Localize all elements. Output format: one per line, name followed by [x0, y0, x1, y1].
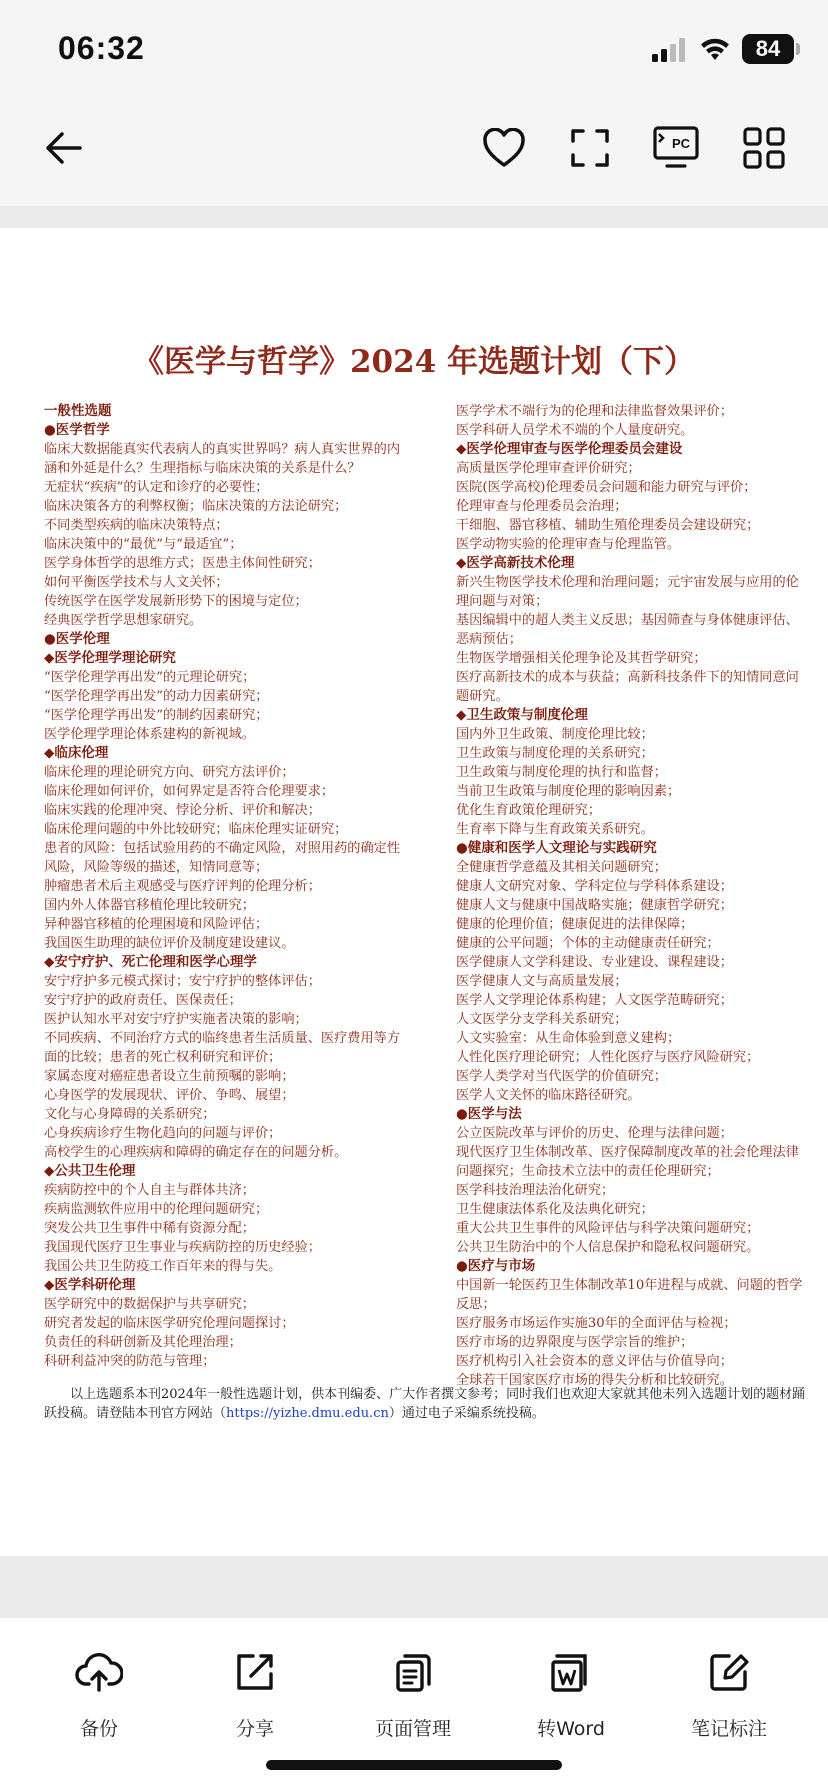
topic-item: 医学健康人文与高质量发展； [456, 974, 628, 989]
share-label: 分享 [235, 1718, 274, 1740]
topic-item: 研究者发起的临床医学研究伦理问题探讨； [44, 1316, 295, 1331]
topic-item: 伦理审查与伦理委员会治理； [456, 499, 628, 514]
topic-item: 医学研究中的数据保护与共享研究； [44, 1297, 255, 1312]
topic-item: 患者的风险：包括试验用药的不确定风险，对照用药的确定性风险，风险等级的描述，知情同意等； [44, 841, 401, 875]
topic-item: 疾病监测软件应用中的伦理问题研究； [44, 1202, 269, 1217]
section-heading: ◆卫生政策与制度伦理 [456, 707, 588, 723]
topic-item: 国内外卫生政策、制度伦理比较； [456, 727, 654, 742]
topic-item: 新兴生物医学技术伦理和治理问题；元宇宙发展与应用的伦理问题与对策； [456, 575, 799, 609]
section-heading: ◆医学伦理学理论研究 [44, 650, 176, 666]
battery-indicator: 84 [742, 34, 794, 64]
topic-item: 公立医院改革与评价的历史、伦理与法律问题； [456, 1126, 733, 1141]
topic-item: 高质量医学伦理审查评价研究； [456, 461, 641, 476]
word-icon [547, 1648, 595, 1696]
section-heading: ◆公共卫生伦理 [44, 1163, 136, 1179]
section-heading: ●医学伦理 [44, 631, 110, 647]
pages-icon [389, 1648, 437, 1696]
topic-item: 健康人文与健康中国战略实施；健康哲学研究； [456, 898, 733, 913]
topic-item: 卫生健康法体系化及法典化研究； [456, 1202, 654, 1217]
website-link[interactable]: https://yizhe.dmu.edu.cn [226, 1406, 389, 1421]
cellular-signal-icon [652, 38, 688, 62]
topic-item: 全球若干国家医疗市场的得失分析和比较研究。 [456, 1373, 733, 1388]
topic-item: 心身疾病诊疗生物化趋向的问题与评价； [44, 1126, 282, 1141]
topic-item: 中国新一轮医药卫生体制改革10年进程与成就、问题的哲学反思； [456, 1278, 803, 1312]
topic-item: 传统医学在医学发展新形势下的困境与定位； [44, 594, 308, 609]
section-heading: ◆医学高新技术伦理 [456, 555, 575, 571]
topic-item: 公共卫生防治中的个人信息保护和隐私权问题研究。 [456, 1240, 760, 1255]
document-title: 《医学与哲学》2024 年选题计划（下） [132, 344, 696, 380]
topic-item: 经典医学哲学思想家研究。 [44, 613, 203, 628]
status-time: 06:32 [58, 30, 145, 66]
fullscreen-button[interactable] [564, 122, 616, 174]
topic-item: 卫生政策与制度伦理的关系研究； [456, 746, 654, 761]
grid-menu-button[interactable] [738, 122, 790, 174]
top-toolbar [0, 100, 828, 206]
topic-item: 医疗高新技术的成本与获益；高新科技条件下的知情同意问题研究。 [456, 670, 799, 704]
bottom-action-bar [0, 1618, 828, 1792]
topic-item: “医学伦理学再出发”的动力因素研究； [44, 689, 269, 704]
topic-item: 肿瘤患者术后主观感受与医疗评判的伦理分析； [44, 879, 321, 894]
topic-item: 干细胞、器官移植、辅助生殖伦理委员会建设研究； [456, 518, 760, 533]
topic-item: 医学人文关怀的临床路径研究。 [456, 1088, 641, 1103]
topic-item: 医学人文学理论体系构建；人文医学范畴研究； [456, 993, 733, 1008]
pc-view-button[interactable] [650, 122, 702, 174]
fullscreen-icon [570, 128, 610, 168]
topic-item: 基因编辑中的超人类主义反思；基因筛查与身体健康评估、恶病预估； [456, 613, 799, 647]
section-heading: ●健康和医学人文理论与实践研究 [456, 840, 657, 856]
section-heading: ●医学哲学 [44, 422, 110, 438]
page-manage-label: 页面管理 [374, 1718, 451, 1740]
notes-button[interactable] [664, 1648, 794, 1741]
topic-item: 安宁疗护的政府责任、医保责任； [44, 993, 242, 1008]
topic-item: 健康人文研究对象、学科定位与学科体系建设； [456, 879, 733, 894]
topic-item: 临床决策各方的利弊权衡；临床决策的方法论研究； [44, 499, 348, 514]
grid-icon [743, 127, 785, 169]
topic-item: 健康的公平问题；个体的主动健康责任研究； [456, 936, 720, 951]
topic-item: 优化生育政策伦理研究； [456, 803, 602, 818]
topic-item: 临床实践的伦理冲突、悖论分析、评价和解决； [44, 803, 321, 818]
battery-nub [796, 43, 800, 55]
topic-item: 医护认知水平对安宁疗护实施者决策的影响； [44, 1012, 308, 1027]
topic-item: 卫生政策与制度伦理的执行和监督； [456, 765, 667, 780]
topic-item: 医院(医学高校)伦理委员会问题和能力研究与评价； [456, 480, 757, 495]
section-heading: 一般性选题 [44, 403, 112, 419]
topic-item: 文化与心身障碍的关系研究； [44, 1107, 216, 1122]
svg-text:PC: PC [671, 136, 691, 151]
topic-item: “医学伦理学再出发”的制约因素研究； [44, 708, 269, 723]
topic-item: 生育率下降与生育政策关系研究。 [456, 822, 654, 837]
edit-note-icon [705, 1648, 753, 1696]
back-button[interactable] [38, 122, 90, 174]
heart-icon [482, 128, 526, 168]
topic-item: 临床决策中的“最优”与“最适宜”； [44, 537, 243, 552]
status-bar [0, 0, 828, 100]
pc-screen-icon [653, 126, 699, 170]
topic-item: 如何平衡医学技术与人文关怀； [44, 575, 229, 590]
cloud-upload-icon [75, 1648, 123, 1696]
topic-item: 无症状“疾病”的认定和诊疗的必要性； [44, 480, 269, 495]
topic-item: 人文实验室：从生命体验到意义建构； [456, 1031, 681, 1046]
topic-item: “医学伦理学再出发”的元理论研究； [44, 670, 256, 685]
topic-item: 国内外人体器官移植伦理比较研究； [44, 898, 255, 913]
topic-item: 疾病防控中的个人自主与群体共济； [44, 1183, 255, 1198]
topic-item: 我国公共卫生防疫工作百年来的得与失。 [44, 1259, 282, 1274]
topic-item: 不同类型疾病的临床决策特点； [44, 518, 229, 533]
topic-item: 临床伦理如何评价，如何界定是否符合伦理要求； [44, 784, 335, 799]
document-bottom-margin [0, 1556, 828, 1618]
left-column [44, 402, 406, 1371]
topic-item: 我国医生助理的缺位评价及制度建设建议。 [44, 936, 295, 951]
topic-item: 突发公共卫生事件中稀有资源分配； [44, 1221, 255, 1236]
topic-item: 健康的伦理价值；健康促进的法律保障； [456, 917, 694, 932]
topic-item: 医学健康人文学科建设、专业建设、课程建设； [456, 955, 733, 970]
footer-note [44, 1385, 806, 1423]
home-indicator [266, 1760, 562, 1770]
topic-item: 异种器官移植的伦理困境和风险评估； [44, 917, 269, 932]
topic-item: 人文医学分支学科关系研究； [456, 1012, 628, 1027]
section-heading: ◆临床伦理 [44, 745, 109, 761]
topic-item: 医疗市场的边界限度与医学宗旨的维护； [456, 1335, 694, 1350]
topic-item: 生物医学增强相关伦理争论及其哲学研究； [456, 651, 707, 666]
to-word-button[interactable] [506, 1648, 636, 1741]
topic-item: 当前卫生政策与制度伦理的影响因素； [456, 784, 681, 799]
back-arrow-icon [44, 130, 84, 166]
to-word-label: 转Word [537, 1718, 605, 1740]
topic-item: 现代医疗卫生体制改革、医疗保障制度改革的社会伦理法律问题探究；生命技术立法中的责任伦理研究； [456, 1145, 799, 1179]
footer-end: ）通过电子采编系统投稿。 [388, 1406, 545, 1421]
topic-item: 医学科研人员学术不端的个人量度研究。 [456, 423, 694, 438]
topic-item: 医学人类学对当代医学的价值研究； [456, 1069, 667, 1084]
topic-item: 临床伦理的理论研究方向、研究方法评价； [44, 765, 295, 780]
wifi-icon [700, 36, 730, 62]
section-heading: ◆安宁疗护、死亡伦理和医学心理学 [44, 954, 257, 970]
document-page[interactable] [0, 228, 828, 1556]
topic-item: 医学学术不端行为的伦理和法律监督效果评价； [456, 404, 733, 419]
topic-item: 医疗机构引入社会资本的意义评估与价值导向； [456, 1354, 733, 1369]
topic-item: 医学伦理学理论体系建构的新视域。 [44, 727, 255, 742]
topic-item: 临床伦理问题的中外比较研究；临床伦理实证研究； [44, 822, 348, 837]
right-column [456, 402, 806, 1390]
topic-item: 心身医学的发展现状、评价、争鸣、展望； [44, 1088, 295, 1103]
page-manage-button[interactable] [348, 1648, 478, 1741]
section-heading: ◆医学科研伦理 [44, 1277, 136, 1293]
section-heading: ●医疗与市场 [456, 1258, 536, 1274]
topic-item: 科研利益冲突的防范与管理； [44, 1354, 216, 1369]
topic-item: 家属态度对癌症患者设立生前预嘱的影响； [44, 1069, 295, 1084]
section-heading: ◆医学伦理审查与医学伦理委员会建设 [456, 441, 683, 457]
topic-item: 临床大数据能真实代表病人的真实世界吗？病人真实世界的内涵和外延是什么？生理指标与临床决策的关系是什么？ [44, 442, 401, 476]
backup-label: 备份 [79, 1718, 118, 1740]
topic-item: 医学动物实验的伦理审查与伦理监管。 [456, 537, 681, 552]
topic-item: 人性化医疗理论研究；人性化医疗与医疗风险研究； [456, 1050, 760, 1065]
topic-item: 负责任的科研创新及其伦理治理； [44, 1335, 242, 1350]
topic-item: 全健康哲学意蕴及其相关问题研究； [456, 860, 667, 875]
document-top-margin [0, 206, 828, 228]
section-heading: ●医学与法 [456, 1106, 522, 1122]
topic-item: 医学科技治理法治化研究； [456, 1183, 615, 1198]
topic-item: 医疗服务市场运作实施30年的全面评估与检视； [456, 1316, 737, 1331]
favorite-button[interactable] [478, 122, 530, 174]
topic-item: 不同疾病、不同治疗方式的临终患者生活质量、医疗费用等方面的比较；患者的死亡权利研究和评价； [44, 1031, 401, 1065]
share-icon [231, 1648, 279, 1696]
topic-item: 重大公共卫生事件的风险评估与科学决策问题研究； [456, 1221, 760, 1236]
backup-button[interactable] [34, 1648, 164, 1741]
topic-item: 医学身体哲学的思维方式；医患主体间性研究； [44, 556, 321, 571]
share-button[interactable] [190, 1648, 320, 1741]
topic-item: 高校学生的心理疾病和障碍的确定存在的问题分析。 [44, 1145, 348, 1160]
topic-item: 安宁疗护多元模式探讨；安宁疗护的整体评估； [44, 974, 321, 989]
topic-item: 我国现代医疗卫生事业与疾病防控的历史经验； [44, 1240, 321, 1255]
notes-label: 笔记标注 [690, 1718, 767, 1740]
footer-text: 以上选题系本刊2024年一般性选题计划，供本刊编委、广大作者撰文参考；同时我们也欢迎大家就其他未列入选题计划的题材踊跃投稿。请登陆本刊官方网站（ [44, 1387, 806, 1421]
